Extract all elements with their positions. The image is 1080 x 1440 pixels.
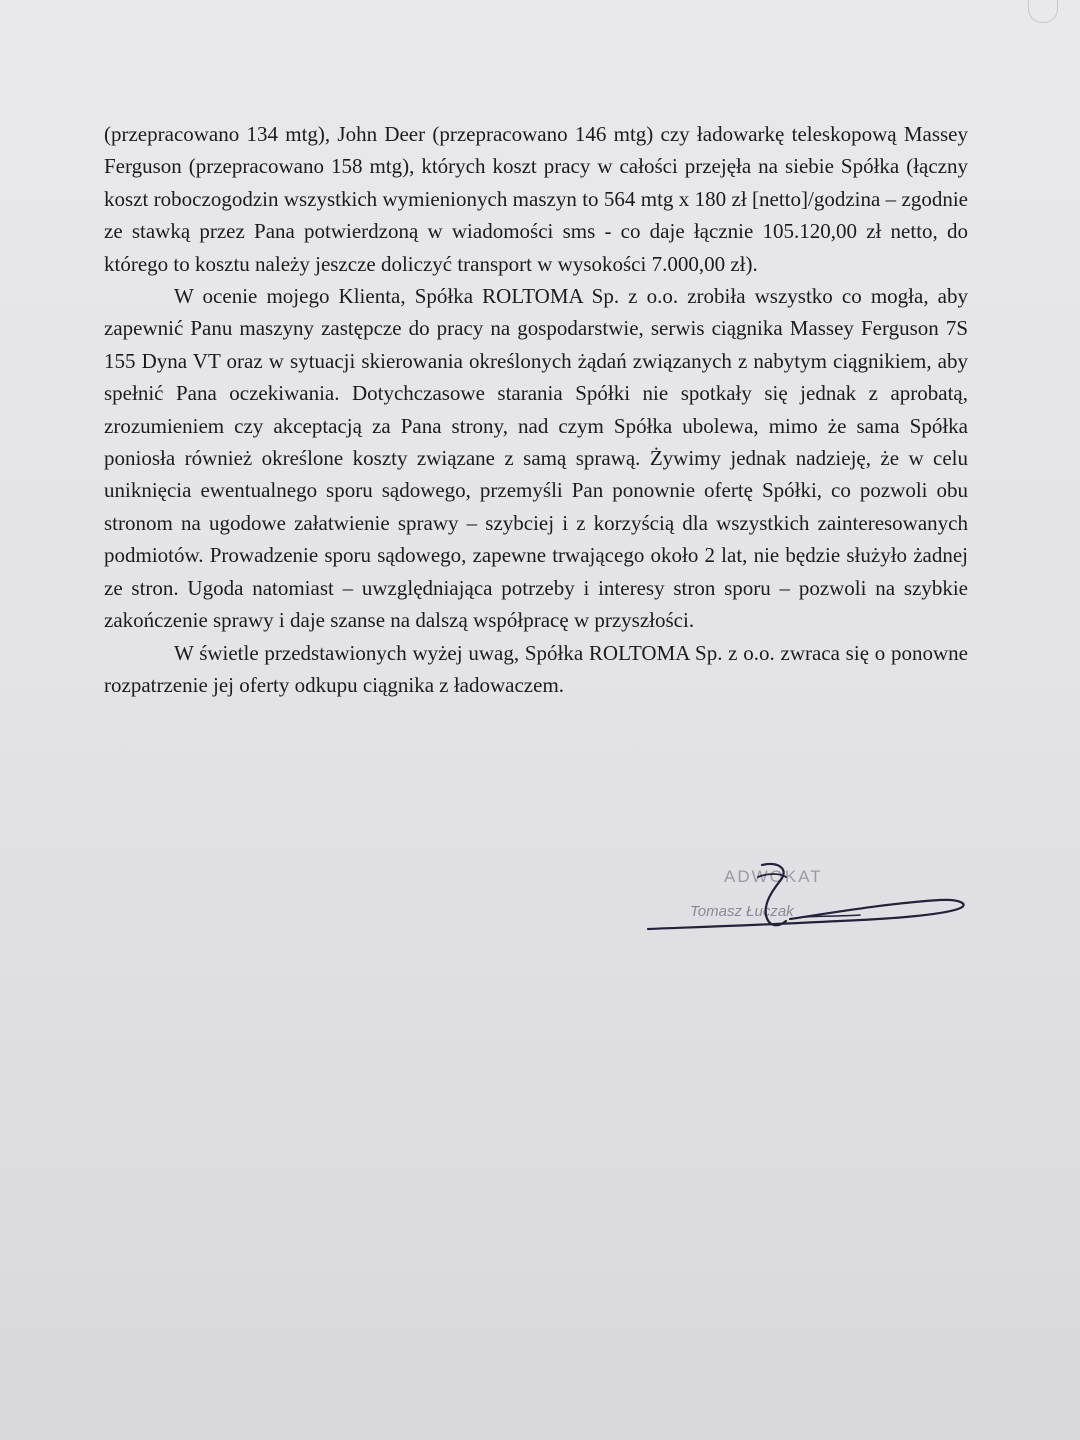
stamp-title: ADWOKAT: [724, 867, 823, 886]
handwritten-signature-icon: [640, 855, 980, 945]
stamp-name: Tomasz Łuczak: [690, 903, 794, 920]
paragraph-request: W świetle przedstawionych wyżej uwag, Spółka ROLTOMA Sp. z o.o. zwraca się o ponowne rozpatrzenie jej oferty odkupu ciągnika z ładowaczem.: [104, 640, 968, 697]
letter-body: [104, 118, 968, 701]
page-corner-mark: [1028, 0, 1058, 23]
paragraph-costs: (przepracowano 134 mtg), John Deer (przepracowano 146 mtg) czy ładowarkę teleskopową Massey Ferguson (przepracowano 158 mtg), których koszt pracy w całości przejęła na siebie Spółka (łączny koszt roboczogodzin wszystkich wymienionych maszyn to 564 mtg x 180 zł [netto]/godzina – zgodnie ze stawką przez Pana potwierdzoną w wiadomości sms - co daje łącznie 105.120,00 zł netto, do którego to kosztu należy jeszcze doliczyć transport w wysokości 7.000,00 zł).: [104, 122, 968, 276]
paragraph-client-assessment: W ocenie mojego Klienta, Spółka ROLTOMA Sp. z o.o. zrobiła wszystko co mogła, aby zapewnić Panu maszyny zastępcze do pracy na gospodarstwie, serwis ciągnika Massey Ferguson 7S 155 Dyna VT oraz w sytuacji skierowania określonych żądań związanych z nabytym ciągnikiem, aby spełnić Pana oczekiwania. Dotychczasowe starania Spółki nie spotkały się jednak z aprobatą, zrozumieniem czy akceptacją za Pana strony, nad czym Spółka ubolewa, mimo że sama Spółka poniosła również określone koszty związane z samą sprawą. Żywimy jednak nadzieję, że w celu uniknięcia ewentualnego sporu sądowego, przemyśli Pan ponownie ofertę Spółki, co pozwoli obu stronom na ugodowe załatwienie sprawy – szybciej i z korzyścią dla wszystkich zainteresowanych podmiotów. Prowadzenie sporu sądowego, zapewne trwającego około 2 lat, nie będzie służyło żadnej ze stron. Ugoda natomiast – uwzględniająca potrzeby i interesy stron sporu – pozwoli na szybkie zakończenie sprawy i daje szanse na dalszą współpracę w przyszłości.: [104, 284, 968, 633]
signature-stamp: [640, 855, 980, 945]
